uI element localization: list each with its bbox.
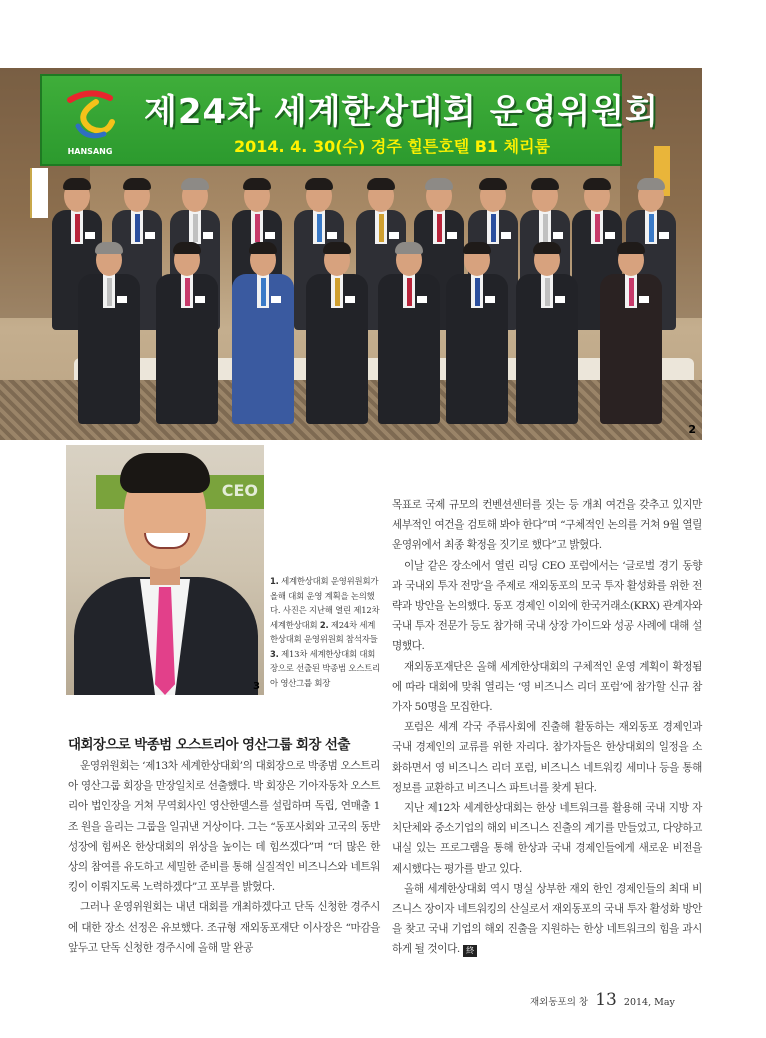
paragraph bbox=[392, 879, 702, 960]
paragraph: 목표로 국제 규모의 컨벤션센터를 짓는 등 개최 여건을 갖추고 있지만 세부적인 여건을 검토해 봐야 한다”며 “구체적인 논의를 거쳐 9월 열릴 운영위에서 최종 확정을 짓기로 했다”고 밝혔다. bbox=[392, 499, 702, 552]
paragraph-text: 올해 세계한상대회 역시 명실 상부한 재외 한인 경제인들의 최대 비즈니스 장이자 네트워킹의 산실로서 재외동포의 국내 투자 활성화 방안을 찾고 국내 기업의 해외 진출을 지원하는 한상 네트워크의 힘을 과시하게 될 것이다. bbox=[392, 882, 702, 956]
caption-number-1: 1. bbox=[270, 576, 279, 586]
page-number: 13 bbox=[595, 990, 617, 1010]
paragraph: 운영위원회는 ‘제13차 세계한상대회’의 대회장으로 박종범 오스트리아 영산그룹 회장을 만장일치로 선출했다. 박 회장은 기아자동차 오스트리아 법인장을 거쳐 무역회사인 영산한델스를 설립하며 독립, 연매출 1조 원을 올리는 그룹을 일궈낸 거상이다. 그는 “동포사회와 고국의 동반 성장에 힘써온 한상대회의 위상을 높이는 데 힘쓰겠다”며 “더 많은 한상의 참여를 유도하고 세밀한 준비를 통해 실질적인 비즈니스와 네트워킹이 이뤄지도록 노력하겠다”고 포부를 밝혔다. bbox=[68, 760, 380, 894]
caption-number-2: 2. bbox=[319, 619, 329, 630]
issue-date: 2014, May bbox=[623, 997, 675, 1008]
photo-number: 2 bbox=[688, 423, 696, 436]
article-column-left bbox=[68, 756, 380, 958]
paragraph: 그러나 운영위원회는 내년 대회를 개최하겠다고 단독 신청한 경주시에 대한 장소 선정은 유보했다. 조규형 재외동포재단 이사장은 “마감을 앞두고 단독 신청한 경주시에 올해 말 완공 bbox=[68, 901, 380, 954]
page-footer bbox=[530, 990, 710, 1010]
caption-text-3: 제13차 세계한상대회 대회장으로 선출된 박종범 오스트리아 영산그룹 회장 bbox=[270, 648, 380, 688]
group-photo bbox=[0, 68, 702, 440]
article-column-right bbox=[392, 495, 702, 960]
banner-title: 제24차 세계한상대회 운영위원회 bbox=[144, 92, 659, 132]
paragraph: 이날 같은 장소에서 열린 리딩 CEO 포럼에서는 ‘글로벌 경기 동향과 국내외 투자 전망’을 주제로 재외동포의 모국 투자 활성화를 위한 전략과 방안을 논의했다. 동포 경제인 이외에 한국거래소(KRX) 관계자와 국내 투자 전문가 등도 참가해 국내 상장 가이드와 성공 사례에 대해 설명했다. bbox=[392, 559, 702, 653]
end-mark-icon: 終 bbox=[463, 945, 477, 957]
portrait-photo bbox=[66, 445, 264, 695]
portrait-hair bbox=[120, 453, 210, 493]
korean-flag bbox=[30, 168, 48, 218]
caption-number-3: 3. bbox=[270, 648, 279, 659]
event-banner bbox=[40, 74, 659, 166]
banner-subtitle: 2014. 4. 30(수) 경주 힐튼호텔 B1 체리룸 bbox=[233, 137, 551, 156]
article-headline: 대회장으로 박종범 오스트리아 영산그룹 회장 선출 bbox=[68, 737, 350, 753]
paragraph: 재외동포재단은 올해 세계한상대회의 구체적인 운영 계획이 확정됨에 따라 대회에 맞춰 열리는 ‘영 비즈니스 리더 포럼’에 참가할 신규 참가자 50명을 모집한다. bbox=[392, 660, 702, 714]
caption-text-1: 세계한상대회 운영위원회가 올해 대회 운영 계획을 논의했다. 사진은 지난해 열린 제12차 세계한상대회 bbox=[270, 576, 380, 630]
paragraph: 지난 제12차 세계한상대회는 한상 네트워크를 활용해 국내 지방 자치단체와 중소기업의 해외 비즈니스 진출의 계기를 만들었고, 다양하고 내실 있는 프로그램을 통해 한상과 국내 경제인들에게 새로운 비전을 제시했다는 평가를 받고 있다. bbox=[392, 802, 702, 875]
banner-logo-text: HANSANG bbox=[67, 147, 113, 156]
background-sign-text: CEO bbox=[221, 481, 258, 500]
caption-text-2: 제24차 세계한상대회 운영위원회 참석자들 bbox=[270, 619, 378, 644]
magazine-name: 재외동포의 창 bbox=[530, 997, 589, 1008]
photo-caption bbox=[270, 574, 382, 690]
hansang-logo-icon bbox=[60, 86, 120, 156]
paragraph: 포럼은 세계 각국 주류사회에 진출해 활동하는 재외동포 경제인과 국내 경제인의 교류를 위한 자리다. 참가자들은 한상대회의 일정을 소화하면서 영 비즈니스 리더 포럼, 비즈니스 네트워킹 세미나 등을 통해 정보를 교환하고 비즈니스 파트너를 찾게 된다. bbox=[392, 721, 702, 794]
portrait-photo-number: 3 bbox=[253, 681, 260, 692]
